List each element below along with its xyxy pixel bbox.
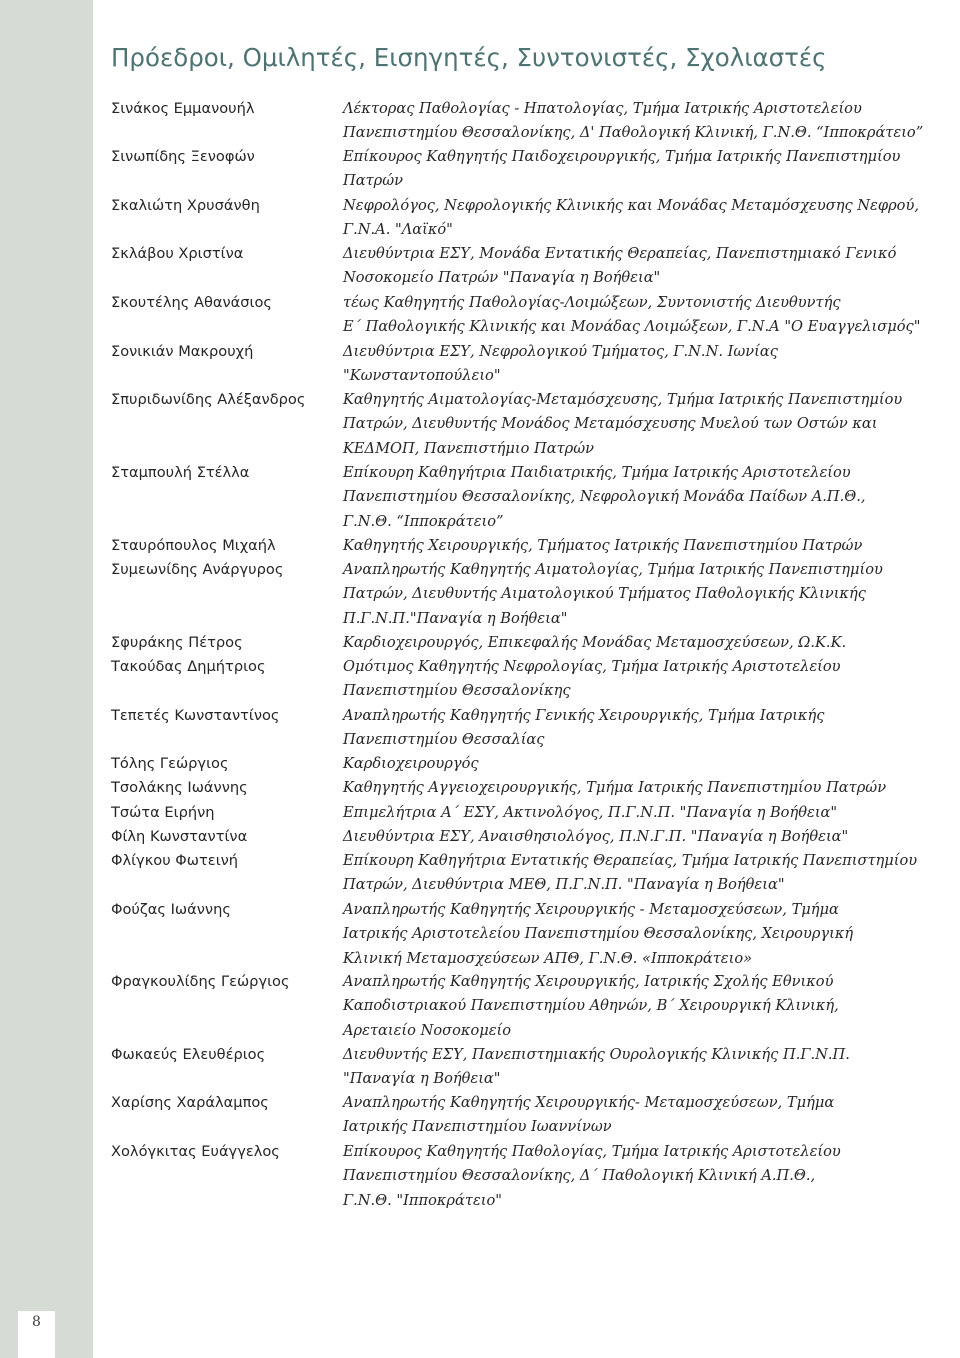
affiliation-line: Ιατρικής Αριστοτελείου Πανεπιστημίου Θεσσαλονίκης, Χειρουργική [343,925,854,943]
participant-affiliation [343,194,943,243]
affiliation-line: Επίκουρος Καθηγητής Παθολογίας, Τμήμα Ιατρικής Αριστοτελείου [343,1143,841,1160]
affiliation-line: Λέκτορας Παθολογίας - Ηπατολογίας, Τμήμα Ιατρικής Αριστοτελείου [343,100,862,117]
affiliation-line: Πανεπιστημίου Θεσσαλονίκης [343,682,571,700]
participant-name: Φλίγκου Φωτεινή [111,852,239,869]
participant-name: Σινωπίδης Ξενοφών [111,148,255,165]
affiliation-line: Ιατρικής Πανεπιστημίου Ιωαννίνων [343,1118,612,1136]
participant-affiliation [343,388,943,461]
participant-affiliation [343,558,943,631]
affiliation-line: Νεφρολόγος, Νεφρολογικής Κλινικής και Μονάδας Μεταμόσχευσης Νεφρού, [343,197,919,214]
participant-affiliation [343,1140,943,1213]
affiliation-line: Καθηγητής Χειρουργικής, Τμήματος Ιατρικής Πανεπιστημίου Πατρών [343,537,863,554]
affiliation-line: Επίκουρος Καθηγητής Παιδοχειρουργικής, Τμήμα Ιατρικής Πανεπιστημίου [343,148,901,165]
participant-affiliation [343,534,943,558]
participant-affiliation [343,1043,943,1092]
affiliation-line: Επίκουρη Καθηγήτρια Παιδιατρικής, Τμήμα Ιατρικής Αριστοτελείου [343,464,851,481]
affiliation-line: Πανεπιστημίου Θεσσαλονίκης, Νεφρολογική Μονάδα Παίδων Α.Π.Θ., [343,488,866,506]
affiliation-line: Πανεπιστημίου Θεσσαλίας [343,731,545,749]
affiliation-line: Γ.Ν.Α. "Λαϊκό" [343,221,453,239]
affiliation-line: Διευθυντής ΕΣΥ, Πανεπιστημιακής Ουρολογικής Κλινικής Π.Γ.Ν.Π. [343,1046,850,1063]
participant-name: Χολόγκιτας Ευάγγελος [111,1143,280,1160]
affiliation-line: Αναπληρωτής Καθηγητής Χειρουργικής, Ιατρικής Σχολής Εθνικού [343,973,834,990]
affiliation-line: Ομότιμος Καθηγητής Νεφρολογίας, Τμήμα Ιατρικής Αριστοτελείου [343,658,841,675]
affiliation-line: Πανεπιστημίου Θεσσαλονίκης, Δ' Παθολογική Κλινική, Γ.Ν.Θ. “Ιπποκράτειο” [343,124,924,142]
page-number: 8 [18,1311,55,1358]
participant-affiliation [343,970,943,1043]
participant-affiliation [343,340,943,389]
participant-affiliation [343,776,943,800]
participant-affiliation [343,1091,943,1140]
affiliation-line: Καποδιστριακού Πανεπιστημίου Αθηνών, Β΄ Χειρουργική Κλινική, [343,997,839,1015]
participant-name: Σφυράκης Πέτρος [111,634,243,651]
participant-name: Σονικιάν Μακρουχή [111,343,254,360]
affiliation-line: Αναπληρωτής Καθηγητής Γενικής Χειρουργικής, Τμήμα Ιατρικής [343,707,825,724]
affiliation-line: Πανεπιστημίου Θεσσαλονίκης, Δ΄ Παθολογική Κλινική Α.Π.Θ., [343,1167,816,1185]
participant-affiliation [343,752,943,776]
participant-name: Τόλης Γεώργιος [111,755,229,772]
page-title: Πρόεδροι, Ομιλητές, Εισηγητές, Συντονιστές, Σχολιαστές [111,43,827,72]
participant-name: Συμεωνίδης Ανάργυρος [111,561,284,578]
participant-name: Σκαλιώτη Χρυσάνθη [111,197,260,214]
affiliation-line: Αναπληρωτής Καθηγητής Χειρουργικής - Μεταμοσχεύσεων, Τμήμα [343,901,839,918]
participant-affiliation [343,801,943,825]
affiliation-line: Νοσοκομείο Πατρών "Παναγία η Βοήθεια" [343,269,661,287]
affiliation-line: Διευθύντρια ΕΣΥ, Νεφρολογικού Τμήματος, Γ.Ν.Ν. Ιωνίας [343,343,778,360]
affiliation-line: Πατρών [343,172,404,190]
participant-name: Σταμπουλή Στέλλα [111,464,250,481]
participant-name: Φίλη Κωνσταντίνα [111,828,248,845]
participant-affiliation [343,898,943,971]
participant-affiliation [343,849,943,898]
participant-affiliation [343,461,943,534]
participant-name: Τσώτα Ειρήνη [111,804,215,821]
participant-name: Χαρίσης Χαράλαμπος [111,1094,269,1111]
affiliation-line: Π.Γ.Ν.Π."Παναγία η Βοήθεια" [343,609,568,627]
participant-name: Σκλάβου Χριστίνα [111,245,244,262]
affiliation-line: ΚΕΔΜΟΠ, Πανεπιστήμιο Πατρών [343,439,595,457]
affiliation-line: Γ.Ν.Θ. "Ιπποκράτειο" [343,1191,502,1209]
affiliation-line: Πατρών, Διευθύντρια ΜΕΘ, Π.Γ.Ν.Π. "Παναγία η Βοήθεια" [343,876,785,894]
affiliation-line: Διευθύντρια ΕΣΥ, Μονάδα Εντατικής Θεραπείας, Πανεπιστημιακό Γενικό [343,245,897,262]
participant-name: Σκουτέλης Αθανάσιος [111,294,272,311]
affiliation-line: τέως Καθηγητής Παθολογίας-Λοιμώξεων, Συντονιστής Διευθυντής [343,294,841,311]
participant-name: Σπυριδωνίδης Αλέξανδρος [111,391,306,408]
affiliation-line: Γ.Ν.Θ. “Ιπποκράτειο” [343,512,504,530]
affiliation-line: Αναπληρωτής Καθηγητής Αιματολογίας, Τμήμα Ιατρικής Πανεπιστημίου [343,561,883,578]
participant-name: Τεπετές Κωνσταντίνος [111,707,280,724]
affiliation-line: Διευθύντρια ΕΣΥ, Αναισθησιολόγος, Π.Ν.Γ.Π. "Παναγία η Βοήθεια" [343,828,849,845]
affiliation-line: Επιμελήτρια Α΄ ΕΣΥ, Ακτινολόγος, Π.Γ.Ν.Π. "Παναγία η Βοήθεια" [343,804,838,821]
participant-affiliation [343,825,943,849]
participant-name: Φούζας Ιωάννης [111,901,231,918]
participant-name: Σταυρόπουλος Μιχαήλ [111,537,276,554]
affiliation-line: "Παναγία η Βοήθεια" [343,1070,501,1088]
participant-affiliation [343,631,943,655]
participant-name: Τακούδας Δημήτριος [111,658,266,675]
affiliation-line: Επίκουρη Καθηγήτρια Εντατικής Θεραπείας, Τμήμα Ιατρικής Πανεπιστημίου [343,852,918,869]
affiliation-line: Πατρών, Διευθυντής Μονάδος Μεταμόσχευσης Μυελού των Οστών και [343,415,878,433]
participant-name: Σινάκος Εμμανουήλ [111,100,255,117]
participant-affiliation [343,97,943,146]
participant-affiliation [343,291,943,340]
participant-name: Φωκαεύς Ελευθέριος [111,1046,266,1063]
affiliation-line: Καθηγητής Αγγειοχειρουργικής, Τμήμα Ιατρικής Πανεπιστημίου Πατρών [343,779,887,796]
participant-name: Φραγκουλίδης Γεώργιος [111,973,290,990]
affiliation-line: Καρδιοχειρουργός [343,755,479,772]
affiliation-line: Καρδιοχειρουργός, Επικεφαλής Μονάδας Μεταμοσχεύσεων, Ω.Κ.Κ. [343,634,847,651]
affiliation-line: "Κωνσταντοπούλειο" [343,367,501,385]
affiliation-line: Κλινική Μεταμοσχεύσεων ΑΠΘ, Γ.Ν.Θ. «Ιπποκράτειο» [343,949,753,967]
affiliation-line: Αναπληρωτής Καθηγητής Χειρουργικής- Μεταμοσχεύσεων, Τμήμα [343,1094,835,1111]
participant-affiliation [343,655,943,704]
participant-affiliation [343,704,943,753]
participant-name: Τσολάκης Ιωάννης [111,779,248,796]
participant-affiliation [343,145,943,194]
affiliation-line: Αρεταιείο Νοσοκομείο [343,1021,512,1039]
affiliation-line: Πατρών, Διευθυντής Αιματολογικού Τμήματος Παθολογικής Κλινικής [343,585,866,603]
participant-affiliation [343,242,943,291]
affiliation-line: Ε΄ Παθολογικής Κλινικής και Μονάδας Λοιμώξεων, Γ.Ν.Α "Ο Ευαγγελισμός" [343,318,921,336]
affiliation-line: Καθηγητής Αιματολογίας-Μεταμόσχευσης, Τμήμα Ιατρικής Πανεπιστημίου [343,391,903,408]
